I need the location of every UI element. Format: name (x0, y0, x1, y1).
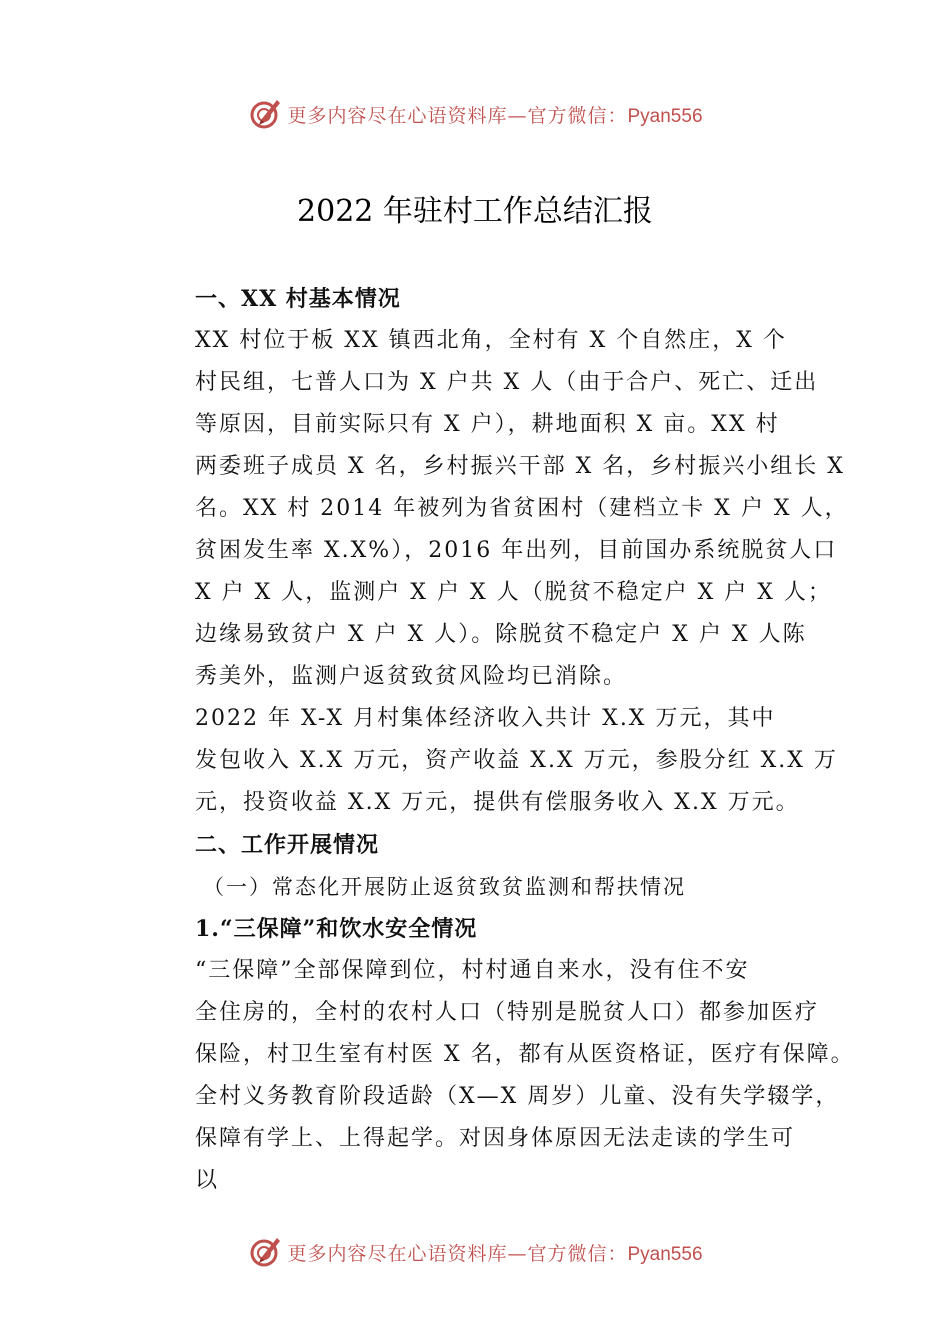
text-line: 边缘易致贫户 X 户 X 人）。除脱贫不稳定户 X 户 X 人陈 (195, 622, 807, 647)
pen-logo-icon (247, 96, 283, 132)
text-line: 全住房的，全村的农村人口（特别是脱贫人口）都参加医疗 (195, 1000, 820, 1025)
text-line: 保障有学上、上得起学。对因身体原因无法走读的学生可 (195, 1126, 796, 1151)
header-banner (0, 94, 950, 134)
text-line: 2022 年 X-X 月村集体经济收入共计 X.X 万元，其中 (195, 706, 776, 731)
text-line: 元，投资收益 X.X 万元，提供有偿服务收入 X.X 万元。 (195, 790, 800, 815)
paragraph-basic-info (145, 320, 849, 698)
section-heading-1: 一、XX 村基本情况 (195, 286, 401, 312)
paragraph-three-guarantees (145, 950, 855, 1202)
text-line: 村民组，七普人口为 X 户共 X 人（由于合户、死亡、迁出 (195, 370, 819, 395)
text-line: 等原因，目前实际只有 X 户），耕地面积 X 亩。XX 村 (195, 412, 780, 437)
footer-banner (0, 1232, 950, 1272)
text-line: 保险，村卫生室有村医 X 名，都有从医资格证，医疗有保障。 (195, 1042, 855, 1067)
text-line: 名。XX 村 2014 年被列为省贫困村（建档立卡 X 户 X 人， (195, 496, 849, 521)
document-title: 2022 年驻村工作总结汇报 (297, 194, 653, 229)
text-line: XX 村位于板 XX 镇西北角，全村有 X 个自然庄，X 个 (195, 328, 787, 353)
subsection-heading: （一）常态化开展防止返贫致贫监测和帮扶情况 (203, 875, 686, 899)
text-line: 秀美外，监测户返贫致贫风险均已消除。 (195, 664, 628, 689)
text-line: X 户 X 人，监测户 X 户 X 人（脱贫不稳定户 X 户 X 人； (195, 580, 832, 605)
document-body (145, 278, 855, 1202)
text-line: 发包收入 X.X 万元，资产收益 X.X 万元，参股分红 X.X 万 (195, 748, 838, 773)
text-line: “三保障”全部保障到位，村村通自来水，没有住不安 (195, 958, 750, 983)
paragraph-economy (145, 698, 838, 824)
text-line: 两委班子成员 X 名，乡村振兴干部 X 名，乡村振兴小组长 X (195, 454, 845, 479)
banner-text: 更多内容尽在心语资料库—官方微信：Pyan556 (287, 1242, 703, 1265)
section-heading-2: 二、工作开展情况 (195, 832, 380, 858)
text-line: 贫困发生率 X.X%），2016 年出列，目前国办系统脱贫人口 (195, 538, 838, 563)
pen-logo-icon (247, 1234, 283, 1270)
text-line: 全村义务教育阶段适龄（X—X 周岁）儿童、没有失学辍学， (195, 1084, 840, 1109)
item-heading: 1.“三保障”和饮水安全情况 (195, 916, 478, 942)
banner-text: 更多内容尽在心语资料库—官方微信：Pyan556 (287, 104, 703, 127)
text-line: 以 (195, 1168, 220, 1193)
